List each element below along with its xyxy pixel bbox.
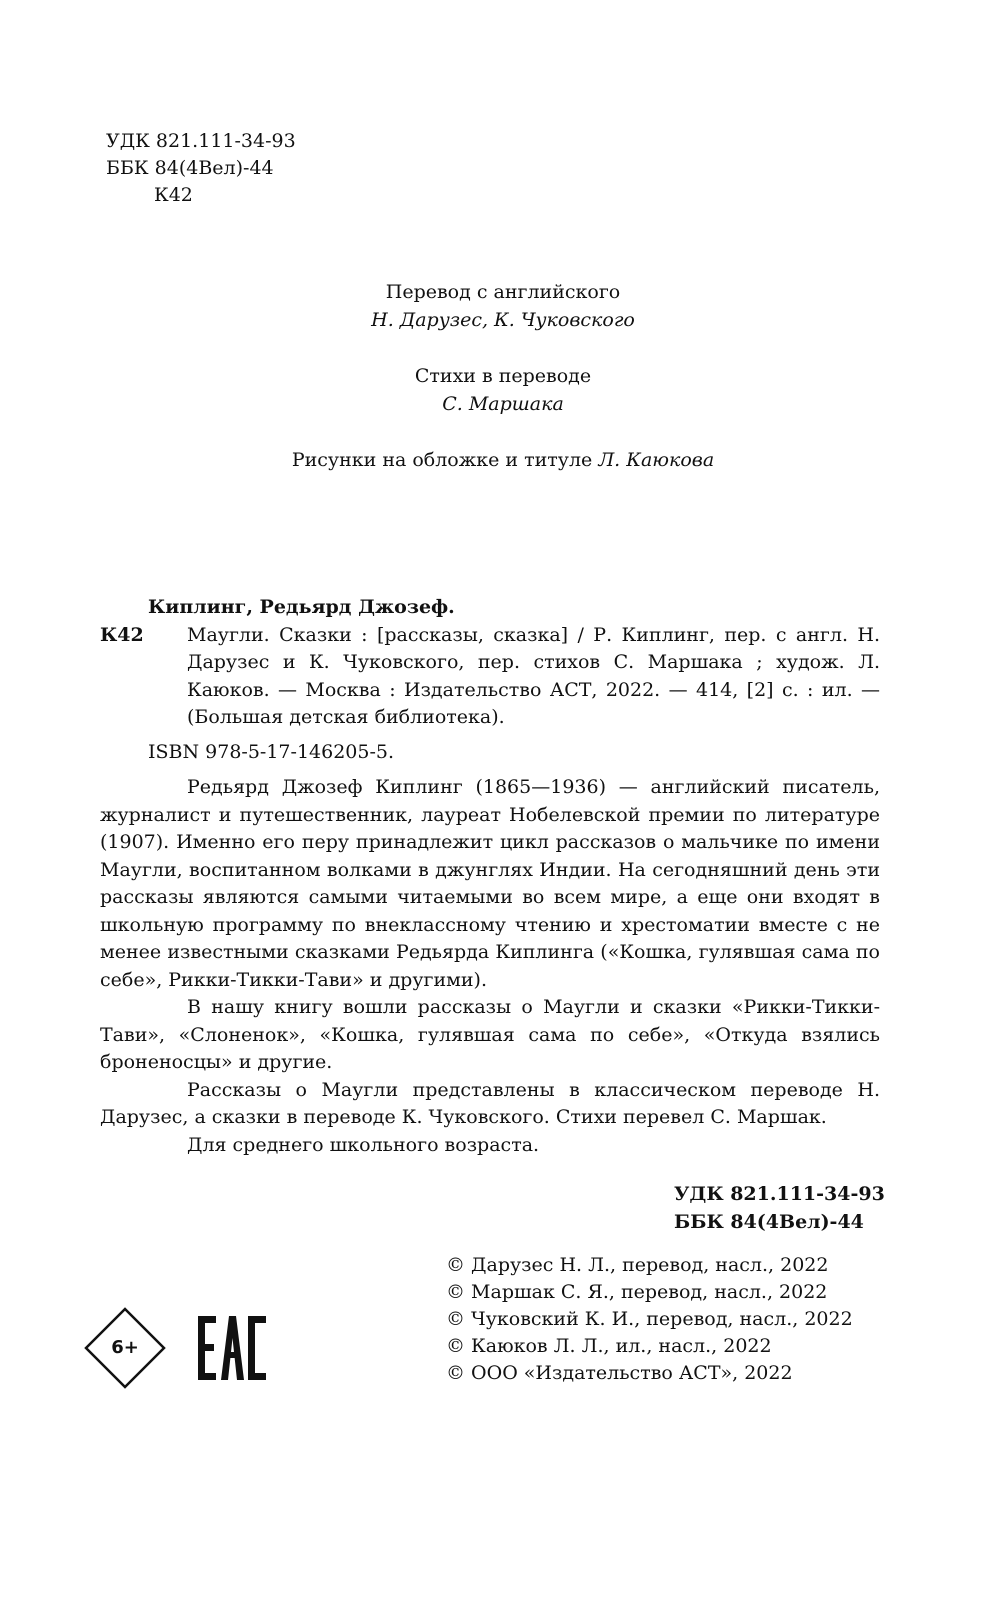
age-rating-label: 6+: [111, 1337, 139, 1358]
copyright-line: © Чуковский К. И., перевод, насл., 2022: [446, 1308, 853, 1330]
bibliographic-description: Маугли. Сказки : [рассказы, сказка] / Р. Киплинг, пер. с англ. Н. Дарузес и К. Чуковского, пер. стихов С. Маршака ; худож. Л. Каюков. — Москва : Издательство АСТ, 2022. — 414, [2] с. : ил. — (Большая детская библиотека).: [187, 623, 880, 728]
translation-credit: [0, 278, 1006, 334]
udk-code: УДК 821.111-34-93: [106, 130, 296, 152]
copyright-line: © Каюков Л. Л., ил., насл., 2022: [446, 1335, 772, 1357]
poems-label: Стихи в переводе: [414, 365, 592, 387]
footer-classification-codes: [674, 1180, 885, 1236]
annotation-paragraph: Для среднего школьного возраста.: [187, 1133, 540, 1156]
translation-label: Перевод с английского: [385, 281, 621, 303]
illustrator: Л. Каюкова: [598, 449, 715, 471]
annotation-paragraph: В нашу книгу вошли рассказы о Маугли и сказки «Рикки-Тикки-Тави», «Слоненок», «Кошка, гулявшая сама по себе», «Откуда взялись броненосцы» и другие.: [100, 996, 880, 1073]
copyright-line: © ООО «Издательство АСТ», 2022: [446, 1362, 793, 1384]
eac-certification-icon: [196, 1314, 268, 1382]
illustrations-credit: [0, 446, 1006, 474]
card-author: Киплинг, Редьярд Джозеф.: [148, 596, 455, 618]
catalog-card: [100, 594, 880, 1159]
copyright-line: © Маршак С. Я., перевод, насл., 2022: [446, 1281, 828, 1303]
header-classification-codes: [106, 128, 296, 209]
card-description-row: [100, 622, 880, 732]
annotation-paragraph: Рассказы о Маугли представлены в классическом переводе Н. Дарузес, а сказки в переводе К. Чуковского. Стихи перевел С. Маршак.: [100, 1078, 880, 1128]
isbn: ISBN 978-5-17-146205-5.: [148, 740, 395, 763]
annotation-paragraph: Редьярд Джозеф Киплинг (1865—1936) — английский писатель, журналист и путешественник, лауреат Нобелевской премии по литературе (1907). Именно его перу принадлежит цикл рассказов о мальчике по имени Маугли, воспитанном волками в джунглях Индии. На сегодняшний день эти рассказы являются самыми читаемыми во всем мире, а еще они входят в школьную программу по внеклассному чтению и хрестоматии вместе с не менее известными сказками Редьярда Киплинга («Кошка, гулявшая сама по себе», Рикки-Тикки-Тави» и другими).: [100, 776, 880, 991]
author-sign: К42: [154, 184, 193, 206]
copyright-line: © Дарузес Н. Л., перевод, насл., 2022: [446, 1254, 829, 1276]
age-rating-badge: [84, 1307, 166, 1389]
copyright-list: [446, 1252, 853, 1387]
illustrations-label: Рисунки на обложке и титуле: [291, 449, 593, 471]
poems-translator: С. Маршака: [442, 393, 564, 415]
translators: Н. Дарузес, К. Чуковского: [371, 309, 635, 331]
footer-bbk-code: ББК 84(4Вел)-44: [674, 1211, 864, 1233]
bbk-code: ББК 84(4Вел)-44: [106, 157, 274, 179]
poems-credit: [0, 362, 1006, 418]
card-code: К42: [100, 623, 144, 646]
footer-udk-code: УДК 821.111-34-93: [674, 1183, 885, 1205]
